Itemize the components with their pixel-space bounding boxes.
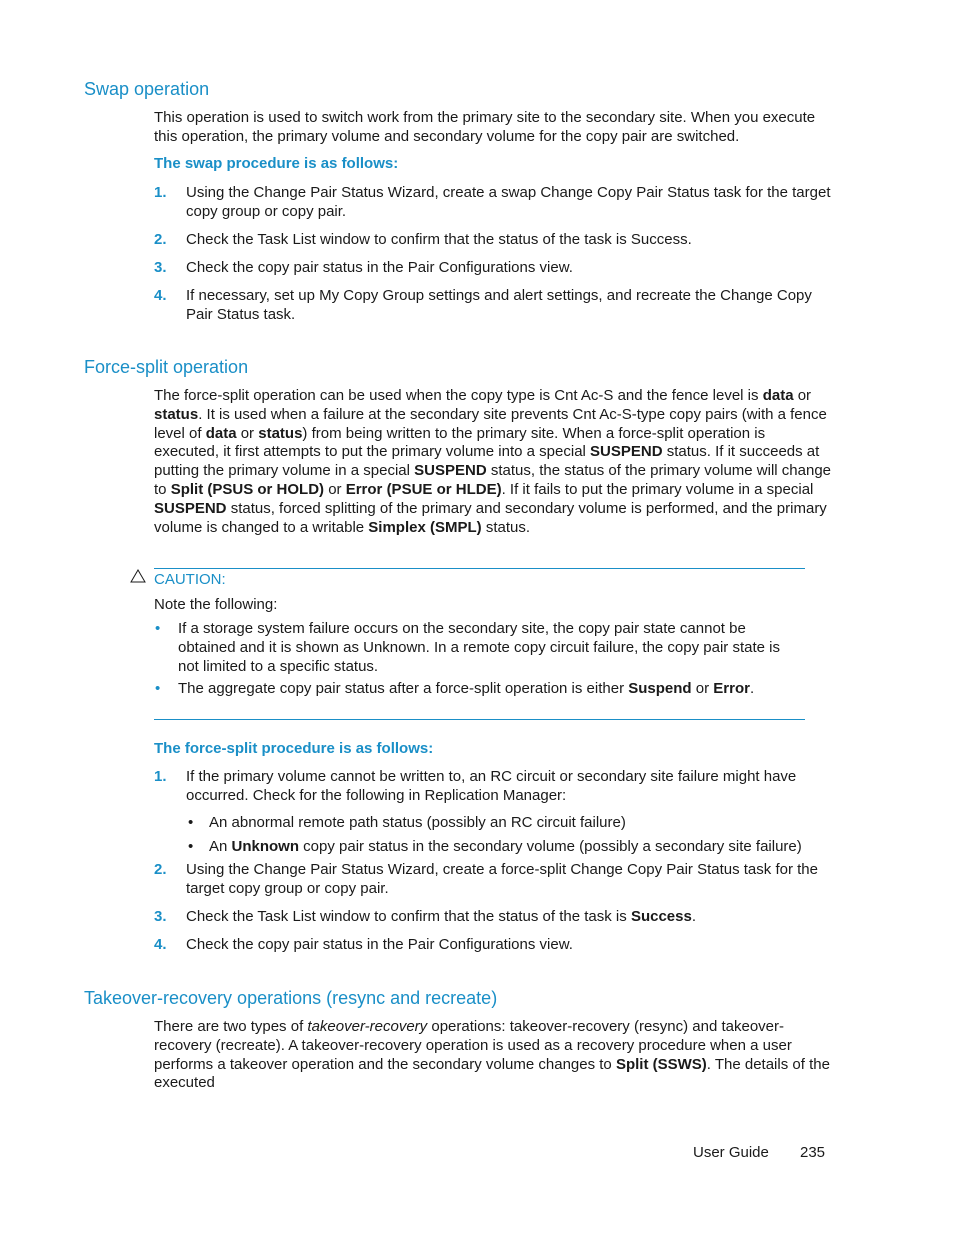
caution-item-1: If a storage system failure occurs on the secondary site, the copy pair state cannot be obtained and it is shown as Unknown. In a remote copy circuit failure, the copy pair state is not limited to a specific status. — [178, 620, 780, 675]
caution-bottom-rule — [154, 719, 805, 720]
force-split-step-2-text: Using the Change Pair Status Wizard, create a force-split Change Copy Pair Status task for the target copy group or copy pair. — [186, 861, 818, 897]
force-split-step-2-number: 2. — [154, 861, 167, 878]
force-split-step-3-text: Check the Task List window to confirm that the status of the task is Success. — [186, 908, 696, 925]
footer-label: User Guide — [693, 1144, 769, 1161]
caution-intro: Note the following: — [154, 596, 278, 613]
caution-triangle-icon — [130, 569, 146, 583]
caution-label: CAUTION: — [154, 571, 226, 588]
swap-step-4-number: 4. — [154, 287, 167, 304]
heading-swap-operation: Swap operation — [84, 79, 210, 99]
force-split-procedure-title: The force-split procedure is as follows: — [154, 740, 434, 757]
force-split-sub-bullet-2: • — [188, 838, 194, 855]
page-number: 235 — [800, 1144, 826, 1161]
swap-intro: This operation is used to switch work from the primary site to the secondary site. When you execute this operation, the primary volume and secondary volume for the copy pair are switched. — [154, 109, 816, 145]
swap-step-3-number: 3. — [154, 259, 167, 276]
swap-step-2-text: Check the Task List window to confirm that the status of the task is Success. — [186, 231, 692, 248]
swap-step-3-text: Check the copy pair status in the Pair Configurations view. — [186, 259, 573, 276]
force-split-step-3-number: 3. — [154, 908, 167, 925]
caution-bullet-1: • — [155, 620, 161, 637]
caution-item-2: The aggregate copy pair status after a force-split operation is either Suspend or Error. — [178, 680, 755, 697]
takeover-intro: There are two types of takeover-recovery operations: takeover-recovery (resync) and takeover-recovery (recreate). A takeover-recovery operation is used as a recovery procedure when a user performs a takeover operation and the secondary volume changes to Split (SSWS). The details of the executed — [154, 1018, 830, 1092]
swap-step-1-text: Using the Change Pair Status Wizard, create a swap Change Copy Pair Status task for the target copy group or copy pair. — [186, 184, 831, 220]
force-split-sub-bullet-1: • — [188, 814, 194, 831]
force-split-sub-item-2: An Unknown copy pair status in the secondary volume (possibly a secondary site failure) — [209, 838, 802, 855]
force-split-intro: The force-split operation can be used when the copy type is Cnt Ac-S and the fence level is data or status. It is used when a failure at the secondary site prevents Cnt Ac-S-type copy pairs (with a fence level of data or status) from being written to the primary site. When a force-split operation is executed, it first attempts to put the primary volume into a special SUSPEND status. If it succeeds at putting the primary volume in a special SUSPEND status, the status of the primary volume will change to Split (PSUS or HOLD) or Error (PSUE or HLDE). If it fails to put the primary volume in a special SUSPEND status, forced splitting of the primary and secondary volume is performed, and the primary volume is changed to a writable Simplex (SMPL) status. — [154, 387, 831, 536]
swap-procedure-title: The swap procedure is as follows: — [154, 155, 399, 172]
force-split-sub-item-1: An abnormal remote path status (possibly an RC circuit failure) — [209, 814, 626, 831]
force-split-step-1-number: 1. — [154, 768, 167, 785]
heading-takeover-recovery: Takeover-recovery operations (resync and recreate) — [84, 988, 498, 1008]
swap-step-2-number: 2. — [154, 231, 167, 248]
force-split-step-4-number: 4. — [154, 936, 167, 953]
swap-step-1-number: 1. — [154, 184, 167, 201]
caution-bullet-2: • — [155, 680, 161, 697]
force-split-step-4-text: Check the copy pair status in the Pair Configurations view. — [186, 936, 573, 953]
force-split-step-1-text: If the primary volume cannot be written to, an RC circuit or secondary site failure might have occurred. Check for the following in Replication Manager: — [186, 768, 797, 804]
swap-step-4-text: If necessary, set up My Copy Group settings and alert settings, and recreate the Change Copy Pair Status task. — [186, 287, 812, 323]
heading-force-split-operation: Force-split operation — [84, 357, 249, 377]
caution-top-rule — [154, 568, 805, 569]
